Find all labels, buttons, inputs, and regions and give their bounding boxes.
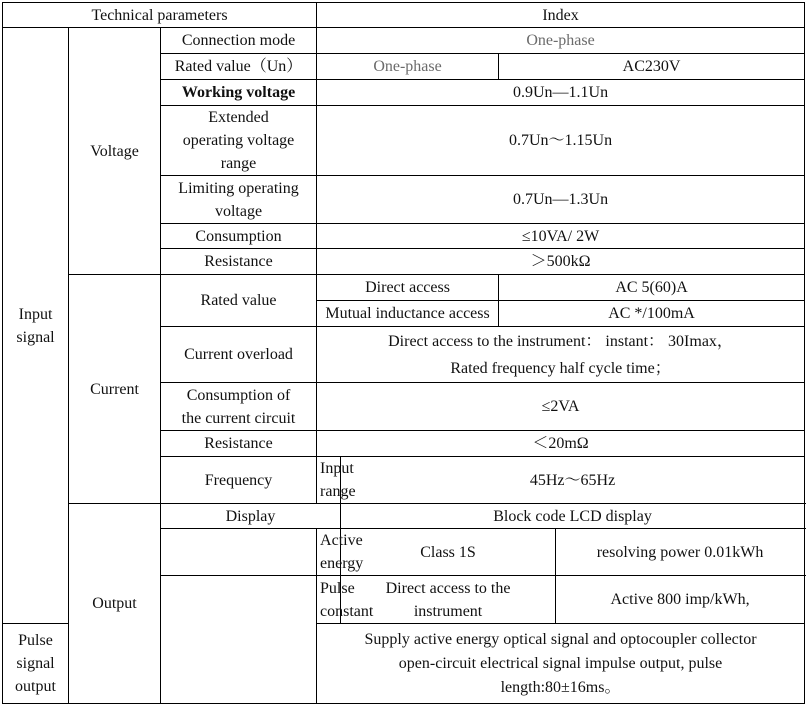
display-value: Block code LCD display xyxy=(341,504,805,529)
extended-range-value: 0.7Un～1.15Un xyxy=(317,106,805,176)
pulse-signal-line3: length:80±16ms。 xyxy=(500,678,621,696)
active-energy-class: Class 1S xyxy=(341,529,556,576)
voltage-consumption-value: ≤10VA/ 2W xyxy=(317,224,805,249)
output-group: Output xyxy=(69,504,161,704)
current-label: Current xyxy=(69,275,161,504)
current-overload-value xyxy=(317,327,805,383)
rated-value-voltage: AC230V xyxy=(499,54,805,80)
extended-range-line3: range xyxy=(220,155,257,172)
pulse-signal-line2: open-circuit electrical signal impulse output, pulse xyxy=(398,654,723,672)
active-energy-resolving: resolving power 0.01kWh xyxy=(556,529,805,576)
output-blank-cell-2 xyxy=(161,576,317,704)
current-rated-value-label: Rated value xyxy=(161,275,317,327)
active-energy-label: Active energy xyxy=(317,529,341,576)
current-consumption-value: ≤2VA xyxy=(317,383,805,431)
current-consumption-line1: Consumption of xyxy=(186,386,291,404)
voltage-resistance-label: Resistance xyxy=(161,249,317,275)
frequency-label: Frequency xyxy=(161,457,317,504)
working-voltage-label: Working voltage xyxy=(161,80,317,106)
voltage-label: Voltage xyxy=(69,28,161,275)
table-row xyxy=(3,28,805,54)
display-label: Display xyxy=(161,504,341,529)
current-resistance-label: Resistance xyxy=(161,431,317,457)
current-resistance-value: ＜20mΩ xyxy=(317,431,805,457)
current-consumption-label xyxy=(161,383,317,431)
pulse-constant-access-line1: Direct access to the xyxy=(385,579,511,597)
pulse-constant-label: Pulse constant xyxy=(317,576,341,624)
header-technical-parameters: Technical parameters xyxy=(3,3,317,28)
current-consumption-line2: the current circuit xyxy=(181,409,296,427)
current-overload-line1: Direct access to the instrument： instant： 30Imax， xyxy=(388,332,733,350)
pulse-signal-label: Pulse signal output xyxy=(3,624,69,704)
direct-access-value: AC 5(60)A xyxy=(499,275,805,301)
current-overload-line2: Rated frequency half cycle time； xyxy=(450,359,671,377)
rated-value-label: Rated value（Un） xyxy=(161,54,317,80)
input-signal-line1: Input xyxy=(18,305,53,323)
extended-range-line2: operating voltage xyxy=(182,132,295,149)
table-row xyxy=(3,275,805,301)
working-voltage-value: 0.9Un—1.1Un xyxy=(317,80,805,106)
pulse-signal-line1: Supply active energy optical signal and optocoupler collector xyxy=(364,630,757,648)
pulse-constant-value: Active 800 imp/kWh, xyxy=(556,576,805,624)
mutual-access-value: AC */100mA xyxy=(499,301,805,327)
voltage-resistance-value: ＞500kΩ xyxy=(317,249,805,275)
technical-parameters-table xyxy=(2,2,805,704)
limiting-voltage-label xyxy=(161,176,317,224)
input-signal-line2: signal xyxy=(16,328,55,346)
output-blank-cell xyxy=(161,529,317,576)
limiting-voltage-line2: voltage xyxy=(214,202,263,220)
voltage-consumption-label: Consumption xyxy=(161,224,317,249)
limiting-voltage-value: 0.7Un—1.3Un xyxy=(317,176,805,224)
connection-mode-label: Connection mode xyxy=(161,28,317,54)
current-overload-label: Current overload xyxy=(161,327,317,383)
extended-range-label xyxy=(161,106,317,176)
pulse-constant-access-line2: instrument xyxy=(413,602,483,620)
table-row xyxy=(3,504,805,529)
input-range-label: Input range xyxy=(317,457,341,504)
connection-mode-value: One-phase xyxy=(317,28,805,54)
pulse-signal-value xyxy=(317,624,805,704)
extended-range-line1: Extended xyxy=(208,109,269,126)
direct-access-label: Direct access xyxy=(317,275,499,301)
header-index: Index xyxy=(317,3,805,28)
mutual-access-label: Mutual inductance access xyxy=(317,301,499,327)
rated-value-phase: One-phase xyxy=(317,54,499,80)
limiting-voltage-line1: Limiting operating xyxy=(178,179,299,197)
input-signal-group xyxy=(3,28,69,624)
header-row xyxy=(3,3,805,28)
input-range-value: 45Hz～65Hz xyxy=(341,457,805,504)
